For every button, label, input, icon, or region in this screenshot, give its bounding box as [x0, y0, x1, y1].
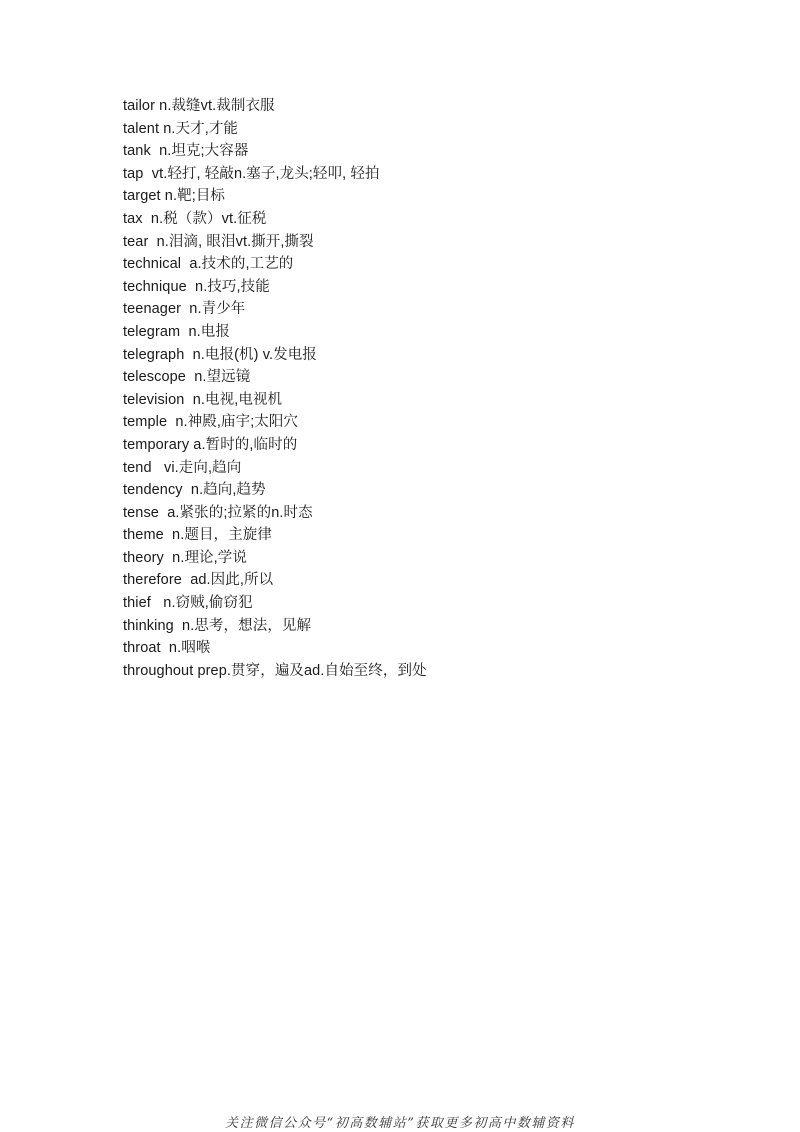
vocab-entry: tendency n.趋向,趋势 — [123, 482, 266, 499]
vocab-entry: telegraph n.电报(机) v.发电报 — [123, 346, 317, 363]
vocab-entry: technical a.技术的,工艺的 — [123, 256, 294, 273]
vocab-entry: technique n.技巧,技能 — [123, 278, 270, 295]
vocab-entry: tax n.税（款）vt.征税 — [123, 210, 267, 227]
vocab-entry: tank n.坦克;大容器 — [123, 143, 249, 160]
vocab-entry: therefore ad.因此,所以 — [123, 572, 274, 589]
vocab-entry: telescope n.望远镜 — [123, 369, 251, 386]
vocab-entry: theme n.题目，主旋律 — [123, 527, 272, 544]
vocab-entry: teenager n.青少年 — [123, 301, 246, 318]
vocab-entry: throughout prep.贯穿，遍及ad.自始至终，到处 — [123, 662, 427, 679]
vocab-entry: target n.靶;目标 — [123, 188, 226, 205]
vocab-entry: temple n.神殿,庙宇;太阳穴 — [123, 414, 299, 431]
vocab-entry: talent n.天才,才能 — [123, 120, 239, 137]
vocab-entry: throat n.咽喉 — [123, 640, 211, 657]
vocab-entry: temporary a.暂时的,临时的 — [123, 436, 298, 453]
vocab-entry: thinking n.思考，想法，见解 — [123, 617, 312, 634]
vocab-entry: telegram n.电报 — [123, 323, 230, 340]
vocab-entry: tap vt.轻打, 轻敲n.塞子,龙头;轻叩, 轻拍 — [123, 165, 380, 182]
vocab-entry: tense a.紧张的;拉紧的n.时态 — [123, 504, 313, 521]
footer-notice: 关注微信公众号“初高数辅站”获取更多初高中数辅资料 — [225, 1116, 575, 1131]
vocab-entry: theory n.理论,学说 — [123, 549, 247, 566]
vocab-entry: tear n.泪滴, 眼泪vt.撕开,撕裂 — [123, 233, 314, 250]
vocabulary-list — [123, 95, 427, 682]
vocab-entry: thief n.窃贼,偷窃犯 — [123, 595, 253, 612]
vocab-entry: tailor n.裁缝vt.裁制衣服 — [123, 98, 275, 114]
vocab-entry: television n.电视,电视机 — [123, 391, 283, 408]
vocab-entry: tend vi.走向,趋向 — [123, 459, 242, 476]
